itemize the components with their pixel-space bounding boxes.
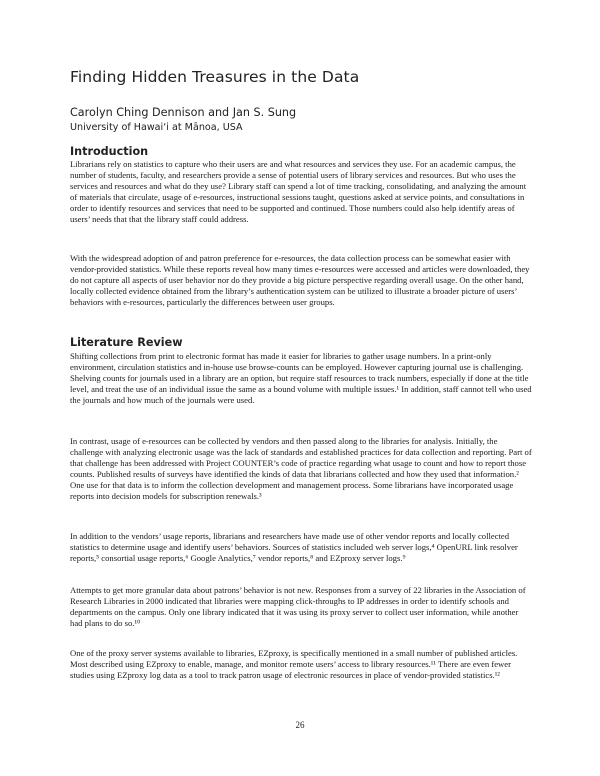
section-heading-introduction: Introduction bbox=[70, 145, 149, 158]
intro-paragraph-1: Librarians rely on statistics to capture who their users are and what resources and services they use. For an academic campus, the number of students, faculty, and researchers provide a sense of potential users of library services and resources. But who uses the services and resources and what do they use? Library staff can spend a lot of time tracking, consolidating, and analyzing the amount of materials that circulate, usage of e-resources, instructional sessions taught, questions asked at service points, and consultations in order to identify resources and services that need to be supported and continued. Those numbers could also help identify areas of users’ needs that that the library staff could address. bbox=[70, 159, 527, 225]
paper-affiliation: University of Hawai‘i at Mānoa, USA bbox=[70, 122, 243, 133]
page-number: 26 bbox=[295, 720, 305, 730]
paper-authors: Carolyn Ching Dennison and Jan S. Sung bbox=[70, 106, 297, 119]
paper-title: Finding Hidden Treasures in the Data bbox=[70, 68, 360, 86]
lit-paragraph-2: In contrast, usage of e-resources can be collected by vendors and then passed along to the libraries for analysis. Initially, the challenge with analyzing electronic usage was the lack of standards and established practices for data collection and reporting. Part of that challenge has been addressed with Project COUNTER’s code of practice regarding what usage to count and how to report those counts. Published results of surveys have identified the kinds of data that librarians collected and how they used that information.² One use for that data is to inform the collection development and management process. Some librarians have incorporated usage reports into decision models for subscription renewals.³ bbox=[70, 436, 532, 502]
lit-paragraph-1: Shifting collections from print to electronic format has made it easier for libraries to gather usage numbers. In a print-only environment, circulation statistics and in-house use browse-counts can be employed. However capturing journal use is challenging. Shelving counts for journals used in a library are an option, but require staff resources to track numbers, especially if done at the title level, and treat the use of an individual issue the same as a bound volume with multiple issues.¹ In addition, staff cannot tell who used the journals and how much of the journals were used. bbox=[70, 351, 532, 406]
lit-paragraph-4: Attempts to get more granular data about patrons’ behavior is not new. Responses from a survey of 22 libraries in the Association of Research Libraries in 2000 indicated that libraries were mapping click-throughs to IP addresses in order to identify schools and departments on the campus. Only one library indicated that it was using its proxy server to collect user information, while another had plans to do so.¹⁰ bbox=[70, 585, 526, 629]
section-heading-literature-review: Literature Review bbox=[70, 336, 183, 349]
lit-paragraph-5: One of the proxy server systems available to libraries, EZproxy, is specifically mentioned in a small number of published articles. Most described using EZproxy to enable, manage, and monitor remote users’ access to library resources.¹¹ There are even fewer studies using EZproxy log data as a tool to track patron usage of electronic resources in place of vendor-provided statistics.¹² bbox=[70, 648, 518, 681]
lit-paragraph-3: In addition to the vendors’ usage reports, librarians and researchers have made use of other vendor reports and locally collected statistics to determine usage and identify users’ behaviors. Sources of statistics included web server logs,⁴ OpenURL link resolver reports,⁵ consortial usage reports,⁶ Google Analytics,⁷ vendor reports,⁸ and EZproxy server logs.⁹ bbox=[70, 531, 518, 564]
intro-paragraph-2: With the widespread adoption of and patron preference for e-resources, the data collection process can be somewhat easier with vendor-provided statistics. While these reports reveal how many times e-resources were accessed and articles were downloaded, they do not capture all aspects of user behavior nor do they provide a big picture perspective regarding overall usage. On the other hand, locally collected evidence obtained from the library’s authentication system can be utilized to illustrate a broader picture of users’ behaviors with e-resources, particularly the differences between user groups. bbox=[70, 253, 530, 308]
